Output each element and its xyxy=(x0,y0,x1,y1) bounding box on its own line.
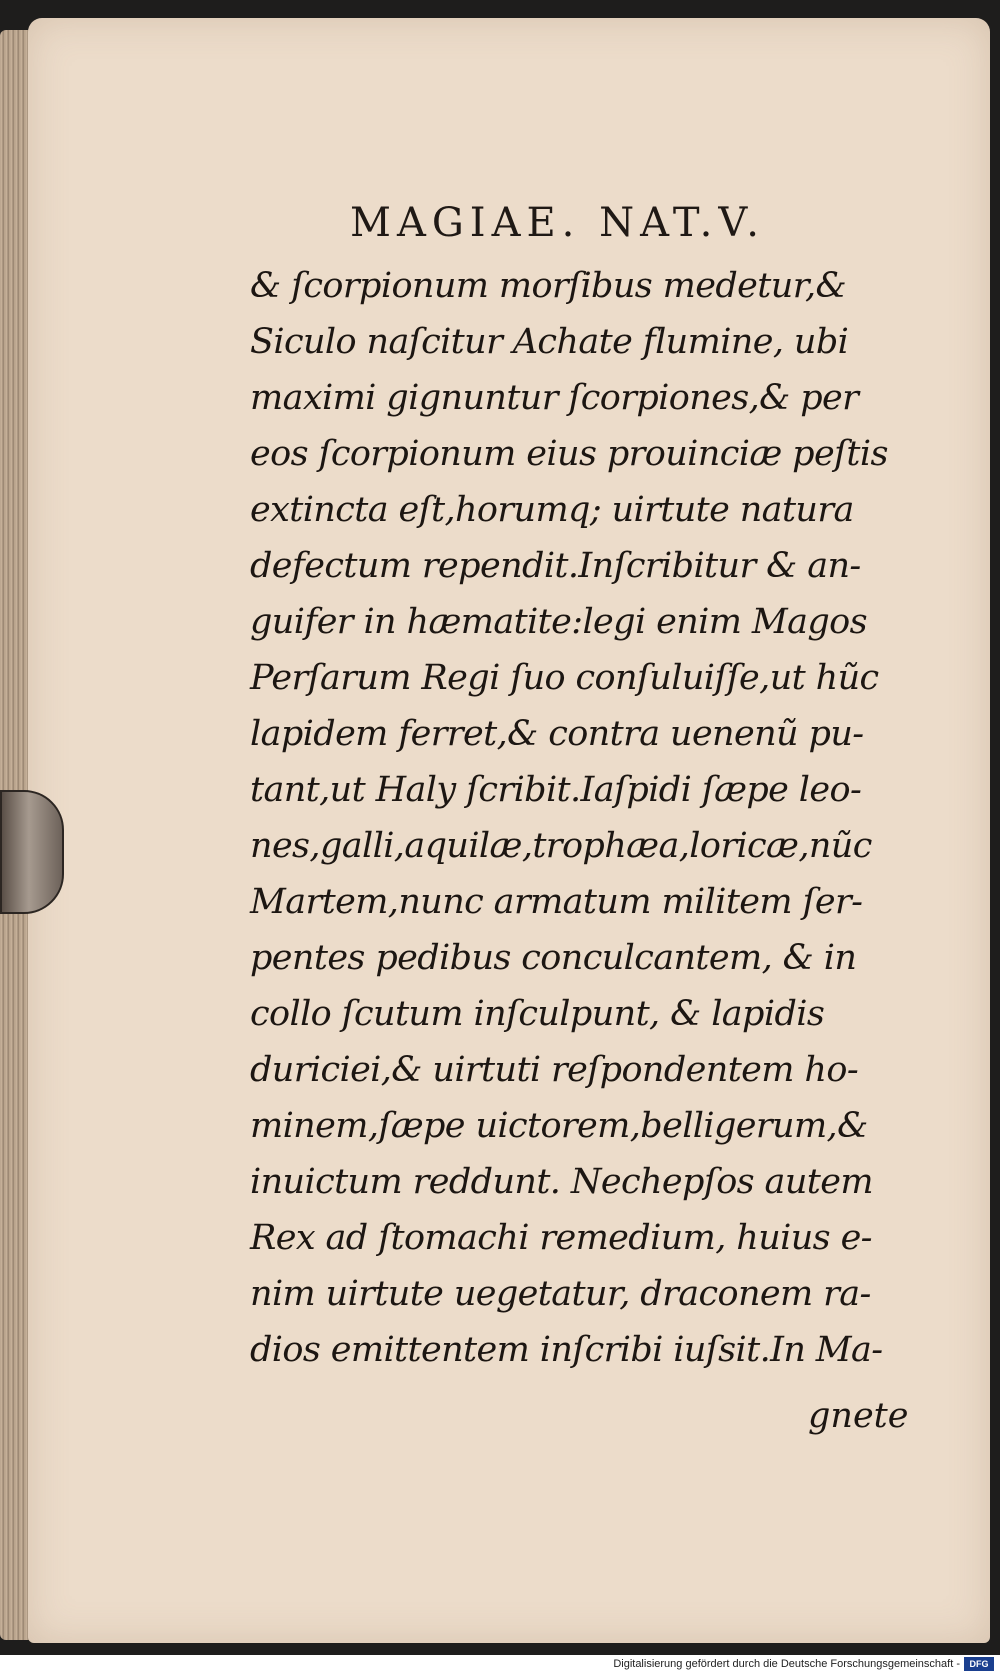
text-line: dios emittentem inſcribi iuſsit.In Ma- xyxy=(250,1330,883,1370)
text-line: Perſarum Regi ſuo conſuluiſſe,ut hũc xyxy=(250,658,879,698)
footer-credit: Digitalisierung gefördert durch die Deutsche Forschungsgemeinschaft - xyxy=(613,1658,960,1670)
text-line: maximi gignuntur ſcorpiones,& per xyxy=(250,378,859,418)
text-line: collo ſcutum inſculpunt, & lapidis xyxy=(250,994,825,1034)
text-line: lapidem ferret,& contra uenenũ pu- xyxy=(250,714,864,754)
text-line: guifer in hæmatite:legi enim Magos xyxy=(250,602,867,642)
text-line: defectum rependit.Inſcribitur & an- xyxy=(250,546,861,586)
text-line: Martem,nunc armatum militem ſer- xyxy=(250,882,863,922)
running-head: MAGIAE. NAT.V. xyxy=(350,200,765,246)
text-line: Siculo naſcitur Achate flumine, ubi xyxy=(250,322,849,362)
text-line: minem,ſæpe uictorem,belligerum,& xyxy=(250,1106,868,1146)
text-line: & ſcorpionum morſibus medetur,& xyxy=(250,266,847,306)
text-line: Rex ad ſtomachi remedium, huius e- xyxy=(250,1218,872,1258)
text-line: extincta eſt,horumq; uirtute natura xyxy=(250,490,854,530)
text-line: inuictum reddunt. Nechepſos autem xyxy=(250,1162,873,1202)
book-clasp xyxy=(0,790,64,914)
dfg-logo: DFG xyxy=(964,1657,994,1671)
text-line: nes,galli,aquilæ,trophæa,loricæ,nũc xyxy=(250,826,872,866)
text-line: nim uirtute uegetatur, draconem ra- xyxy=(250,1274,871,1314)
text-line: duriciei,& uirtuti reſpondentem ho- xyxy=(250,1050,859,1090)
catchword: gnete xyxy=(808,1396,909,1436)
text-line: tant,ut Haly ſcribit.Iaſpidi ſæpe leo- xyxy=(250,770,862,810)
text-line: eos ſcorpionum eius prouinciæ peſtis xyxy=(250,434,888,474)
text-block xyxy=(250,258,900,1378)
text-line: pentes pedibus conculcantem, & in xyxy=(250,938,857,978)
